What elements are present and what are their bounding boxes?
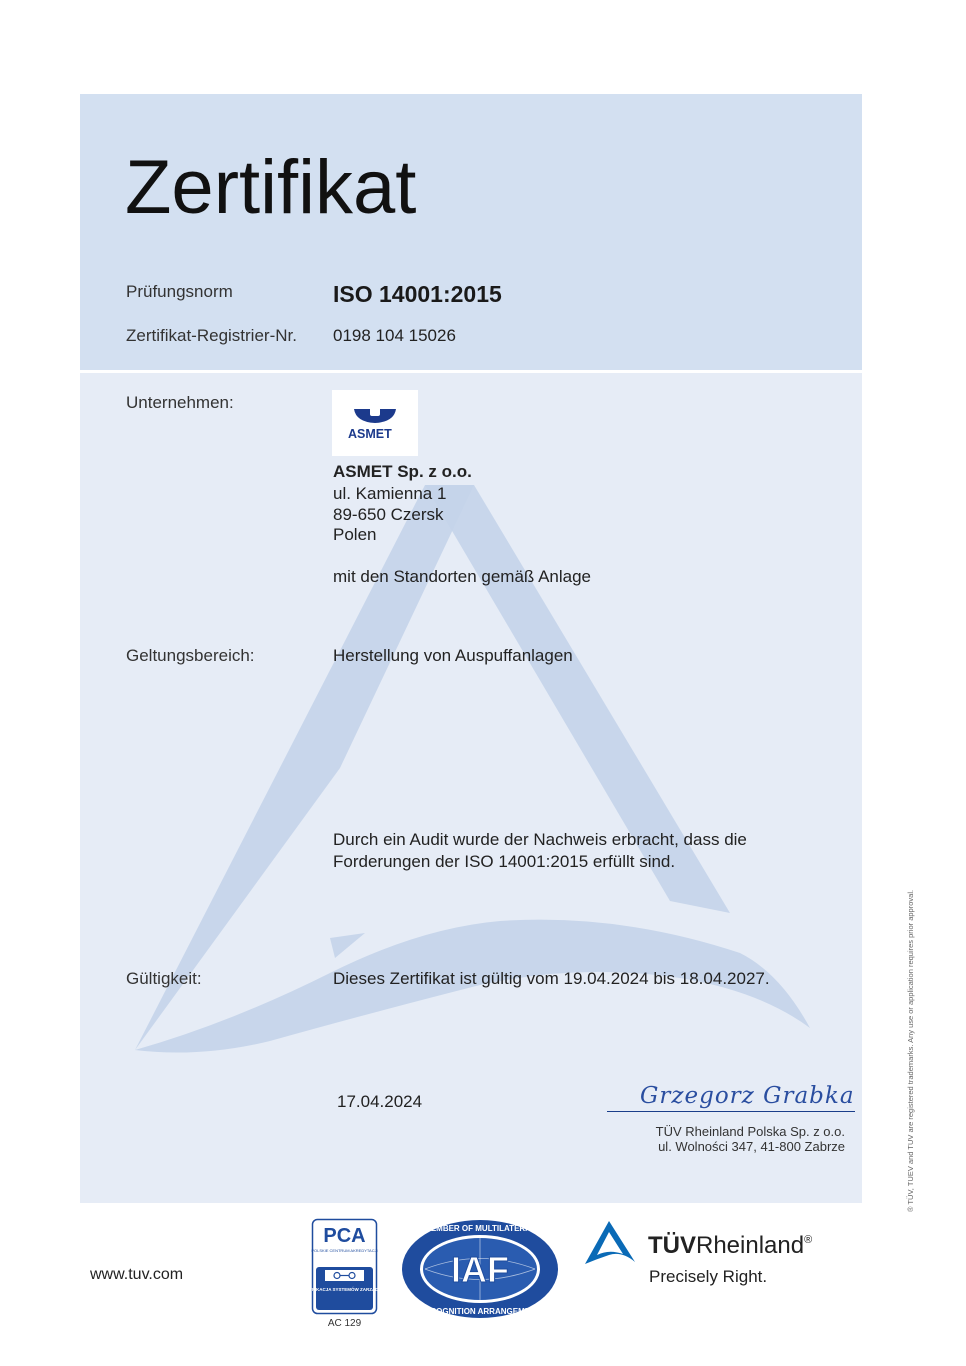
audit-statement-line-1: Durch ein Audit wurde der Nachweis erbracht, dass die — [333, 830, 747, 849]
norm-value: ISO 14001:2015 — [333, 281, 502, 307]
tuv-triangle-icon — [582, 1218, 638, 1266]
validity-value: Dieses Zertifikat ist gültig vom 19.04.2024 bis 18.04.2027. — [333, 969, 770, 988]
registration-number: 0198 104 15026 — [333, 326, 456, 345]
company-logo-text: ASMET — [348, 427, 392, 441]
certificate-title: Zertifikat — [125, 145, 417, 230]
registration-label: Zertifikat-Registrier-Nr. — [126, 326, 297, 345]
body-panel — [80, 373, 862, 1203]
iaf-center-text: IAF — [451, 1249, 509, 1290]
company-logo — [332, 390, 418, 456]
validity-label: Gültigkeit: — [126, 969, 202, 988]
tuv-rheinland-wordmark — [648, 1232, 812, 1260]
tuv-slogan: Precisely Right. — [649, 1267, 768, 1286]
pca-subtitle: POLSKIE CENTRUM AKREDYTACJI — [311, 1248, 378, 1253]
trademark-note: ® TÜV, TUEV and TUV are registered trademarks. Any use or application requires prior approval. — [906, 889, 915, 1212]
pca-accreditation-logo — [296, 1219, 393, 1314]
scope-label: Geltungsbereich: — [126, 646, 255, 665]
asmet-logo-icon — [332, 390, 418, 456]
company-country: Polen — [333, 525, 377, 544]
company-name: ASMET Sp. z o.o. — [333, 462, 472, 481]
tuv-triangle-watermark — [80, 373, 862, 1203]
issue-date: 17.04.2024 — [337, 1092, 423, 1111]
pca-accreditation-code: AC 129 — [327, 1318, 362, 1329]
signature: Grzegorz Grabka — [640, 1083, 855, 1109]
pca-caption: CERTYFIKACJA SYSTEMÓW ZARZĄDZANIA — [296, 1287, 393, 1292]
issuer-address: ul. Wolności 347, 41-800 Zabrze — [658, 1139, 845, 1154]
website-link[interactable]: www.tuv.com — [90, 1266, 184, 1283]
company-city: 89-650 Czersk — [333, 505, 444, 524]
pca-brand: PCA — [323, 1225, 366, 1247]
iaf-top-text: MEMBER OF MULTILATERAL — [424, 1224, 536, 1233]
sites-note: mit den Standorten gemäß Anlage — [333, 567, 591, 586]
tuv-wordmark-bold: TÜV — [648, 1232, 696, 1259]
iaf-bottom-text: RECOGNITION ARRANGEMENT — [419, 1307, 541, 1316]
signature-line — [607, 1111, 855, 1112]
audit-statement-line-2: Forderungen der ISO 14001:2015 erfüllt sind. — [333, 852, 676, 871]
tuv-wordmark-rest: Rheinland — [696, 1232, 805, 1259]
company-label: Unternehmen: — [126, 393, 234, 412]
iaf-mla-logo — [400, 1218, 560, 1320]
scope-value: Herstellung von Auspuffanlagen — [333, 646, 573, 665]
tuv-registered-mark: ® — [804, 1234, 813, 1246]
issuer-name: TÜV Rheinland Polska Sp. z o.o. — [655, 1124, 845, 1139]
company-street: ul. Kamienna 1 — [333, 484, 447, 503]
norm-label: Prüfungsnorm — [126, 282, 233, 301]
